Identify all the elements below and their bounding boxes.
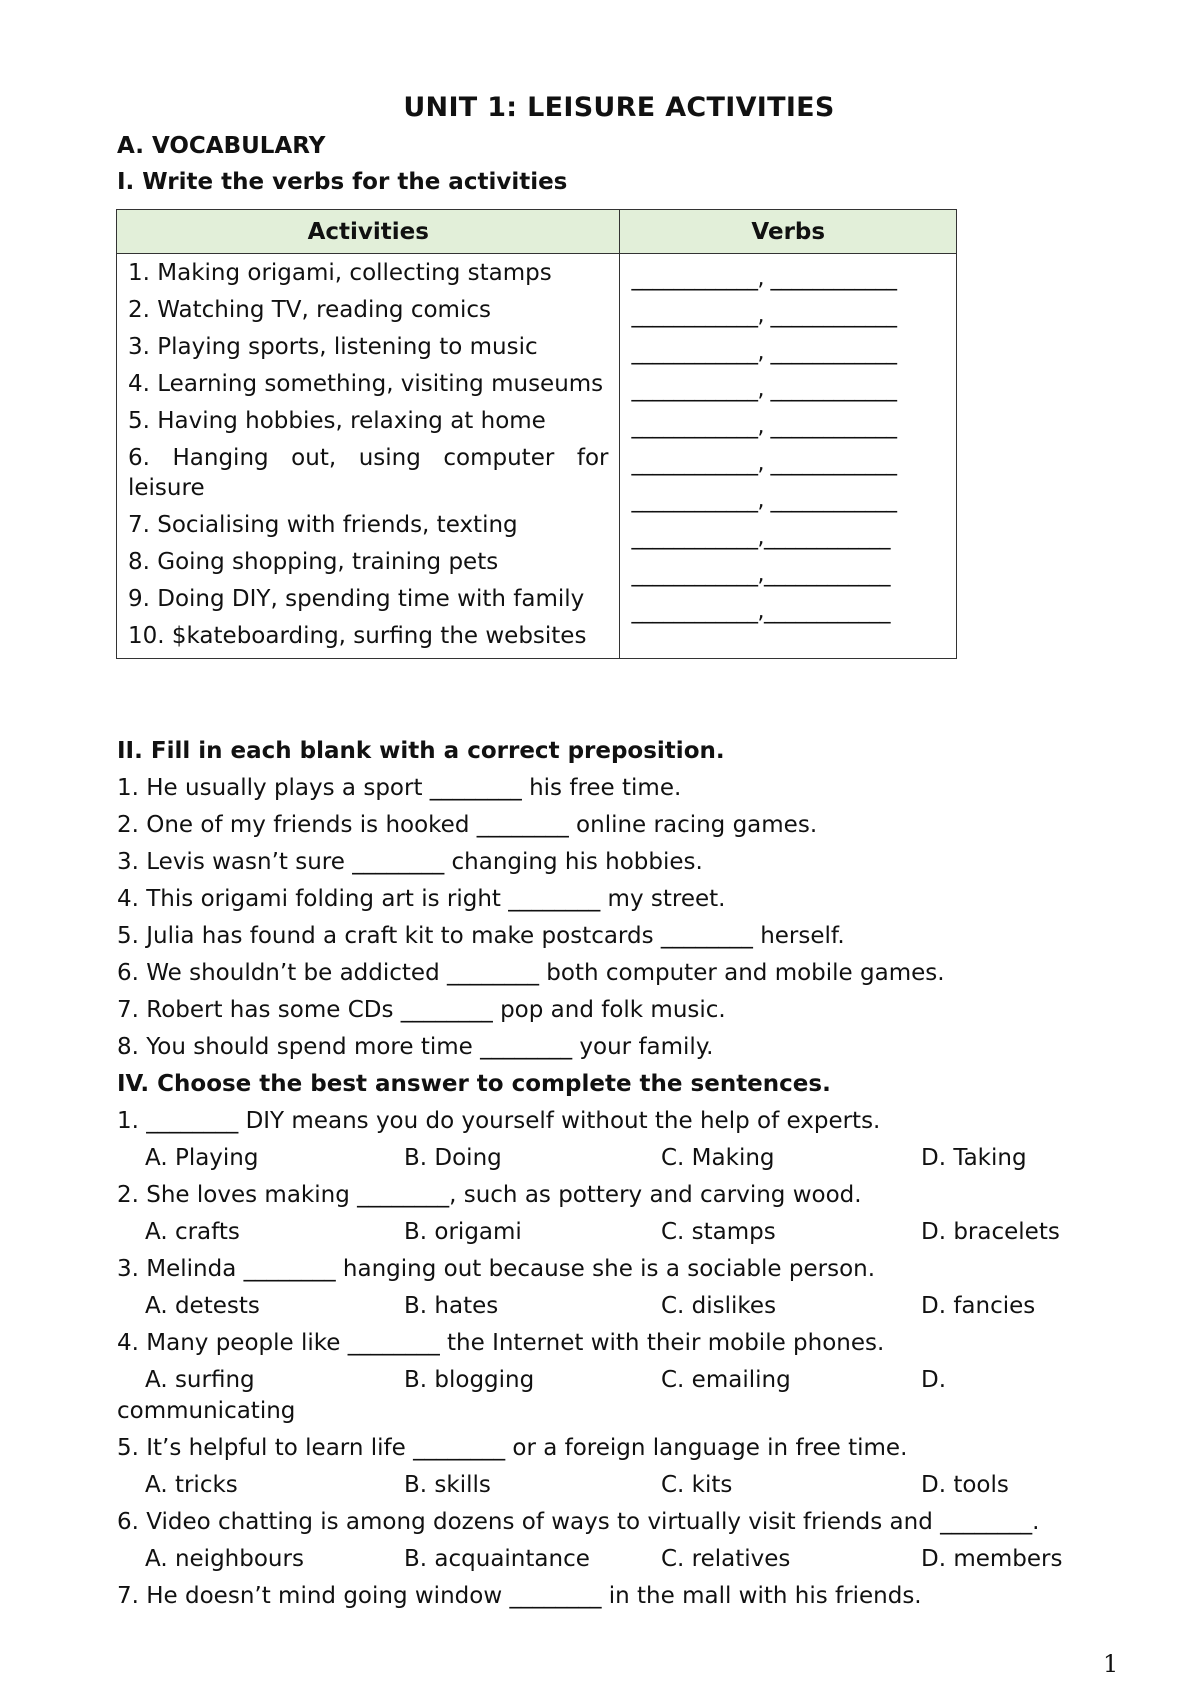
col-header-verbs: Verbs bbox=[620, 210, 957, 254]
question-text: 2. She loves making ________, such as pottery and carving wood. bbox=[117, 1182, 862, 1208]
fill-item: 6. We shouldn’t be addicted ________ both computer and mobile games. bbox=[117, 960, 945, 986]
option-a[interactable]: A. detests bbox=[145, 1293, 260, 1319]
option-a[interactable]: A. Playing bbox=[145, 1145, 259, 1171]
option-b[interactable]: B. origami bbox=[404, 1219, 522, 1245]
part1-heading: I. Write the verbs for the activities bbox=[117, 169, 568, 195]
activity-item: 5. Having hobbies, relaxing at home bbox=[128, 408, 546, 434]
verbs-cell bbox=[620, 254, 957, 659]
part2-heading: II. Fill in each blank with a correct preposition. bbox=[117, 738, 725, 764]
option-c[interactable]: C. Making bbox=[661, 1145, 775, 1171]
verb-blank[interactable]: ____________,____________ bbox=[631, 562, 890, 587]
option-d[interactable]: D. fancies bbox=[921, 1293, 1036, 1319]
fill-item: 4. This origami folding art is right ________ my street. bbox=[117, 886, 726, 912]
verb-blank[interactable]: ____________,____________ bbox=[631, 599, 890, 624]
question-text: 5. It’s helpful to learn life ________ or a foreign language in free time. bbox=[117, 1435, 908, 1461]
option-c[interactable]: C. dislikes bbox=[661, 1293, 777, 1319]
question-text: 3. Melinda ________ hanging out because she is a sociable person. bbox=[117, 1256, 876, 1282]
fill-item: 5. Julia has found a craft kit to make postcards ________ herself. bbox=[117, 923, 845, 949]
option-c[interactable]: C. stamps bbox=[661, 1219, 776, 1245]
option-a[interactable]: A. surfing bbox=[145, 1367, 255, 1393]
question-text: 7. He doesn’t mind going window ________ in the mall with his friends. bbox=[117, 1583, 922, 1609]
activity-item: 1. Making origami, collecting stamps bbox=[128, 260, 552, 286]
activity-item: 8. Going shopping, training pets bbox=[128, 549, 499, 575]
option-d[interactable]: D. Taking bbox=[921, 1145, 1027, 1171]
option-a[interactable]: A. crafts bbox=[145, 1219, 240, 1245]
option-d[interactable]: D. members bbox=[921, 1546, 1063, 1572]
option-b[interactable]: B. blogging bbox=[404, 1367, 535, 1393]
question-text: 6. Video chatting is among dozens of ways to virtually visit friends and ________. bbox=[117, 1509, 1040, 1535]
page-number: 1 bbox=[1103, 1650, 1119, 1678]
section-a-heading: A. VOCABULARY bbox=[117, 133, 326, 159]
page-title: UNIT 1: LEISURE ACTIVITIES bbox=[403, 92, 835, 123]
verb-blank[interactable]: ____________, ____________ bbox=[631, 414, 897, 439]
vocab-table bbox=[116, 209, 957, 659]
part4-heading: IV. Choose the best answer to complete the sentences. bbox=[117, 1071, 831, 1097]
option-b[interactable]: B. hates bbox=[404, 1293, 499, 1319]
option-c[interactable]: C. emailing bbox=[661, 1367, 791, 1393]
verb-blank[interactable]: ____________, ____________ bbox=[631, 266, 897, 291]
option-d-continuation: communicating bbox=[117, 1398, 296, 1424]
col-header-activities: Activities bbox=[117, 210, 620, 254]
verb-blank[interactable]: ____________, ____________ bbox=[631, 377, 897, 402]
option-d[interactable]: D. bracelets bbox=[921, 1219, 1060, 1245]
question-text: 4. Many people like ________ the Internet with their mobile phones. bbox=[117, 1330, 885, 1356]
option-b[interactable]: B. Doing bbox=[404, 1145, 502, 1171]
verb-blank[interactable]: ____________,____________ bbox=[631, 525, 890, 550]
activity-item: 7. Socialising with friends, texting bbox=[128, 512, 518, 538]
option-b[interactable]: B. acquaintance bbox=[404, 1546, 590, 1572]
option-c[interactable]: C. kits bbox=[661, 1472, 733, 1498]
activity-item: 2. Watching TV, reading comics bbox=[128, 297, 491, 323]
question-text: 1. ________ DIY means you do yourself without the help of experts. bbox=[117, 1108, 881, 1134]
fill-item: 3. Levis wasn’t sure ________ changing his hobbies. bbox=[117, 849, 703, 875]
option-c[interactable]: C. relatives bbox=[661, 1546, 791, 1572]
fill-item: 1. He usually plays a sport ________ his free time. bbox=[117, 775, 682, 801]
verb-blank[interactable]: ____________, ____________ bbox=[631, 451, 897, 476]
fill-item: 2. One of my friends is hooked ________ online racing games. bbox=[117, 812, 818, 838]
verb-blank[interactable]: ____________, ____________ bbox=[631, 303, 897, 328]
fill-item: 8. You should spend more time ________ your family. bbox=[117, 1034, 714, 1060]
activity-item: 9. Doing DIY, spending time with family bbox=[128, 586, 585, 612]
option-b[interactable]: B. skills bbox=[404, 1472, 491, 1498]
fill-item: 7. Robert has some CDs ________ pop and folk music. bbox=[117, 997, 726, 1023]
activity-item: 10. $kateboarding, surfing the websites bbox=[128, 623, 587, 649]
verb-blank[interactable]: ____________, ____________ bbox=[631, 340, 897, 365]
option-a[interactable]: A. tricks bbox=[145, 1472, 238, 1498]
option-d[interactable]: D. tools bbox=[921, 1472, 1009, 1498]
activity-item: 4. Learning something, visiting museums bbox=[128, 371, 604, 397]
option-a[interactable]: A. neighbours bbox=[145, 1546, 304, 1572]
activity-item: 6. Hanging out, using computer for leisure bbox=[128, 445, 609, 501]
activity-item: 3. Playing sports, listening to music bbox=[128, 334, 538, 360]
activities-cell bbox=[117, 254, 620, 659]
option-d[interactable]: D. bbox=[921, 1367, 947, 1393]
verb-blank[interactable]: ____________, ____________ bbox=[631, 488, 897, 513]
